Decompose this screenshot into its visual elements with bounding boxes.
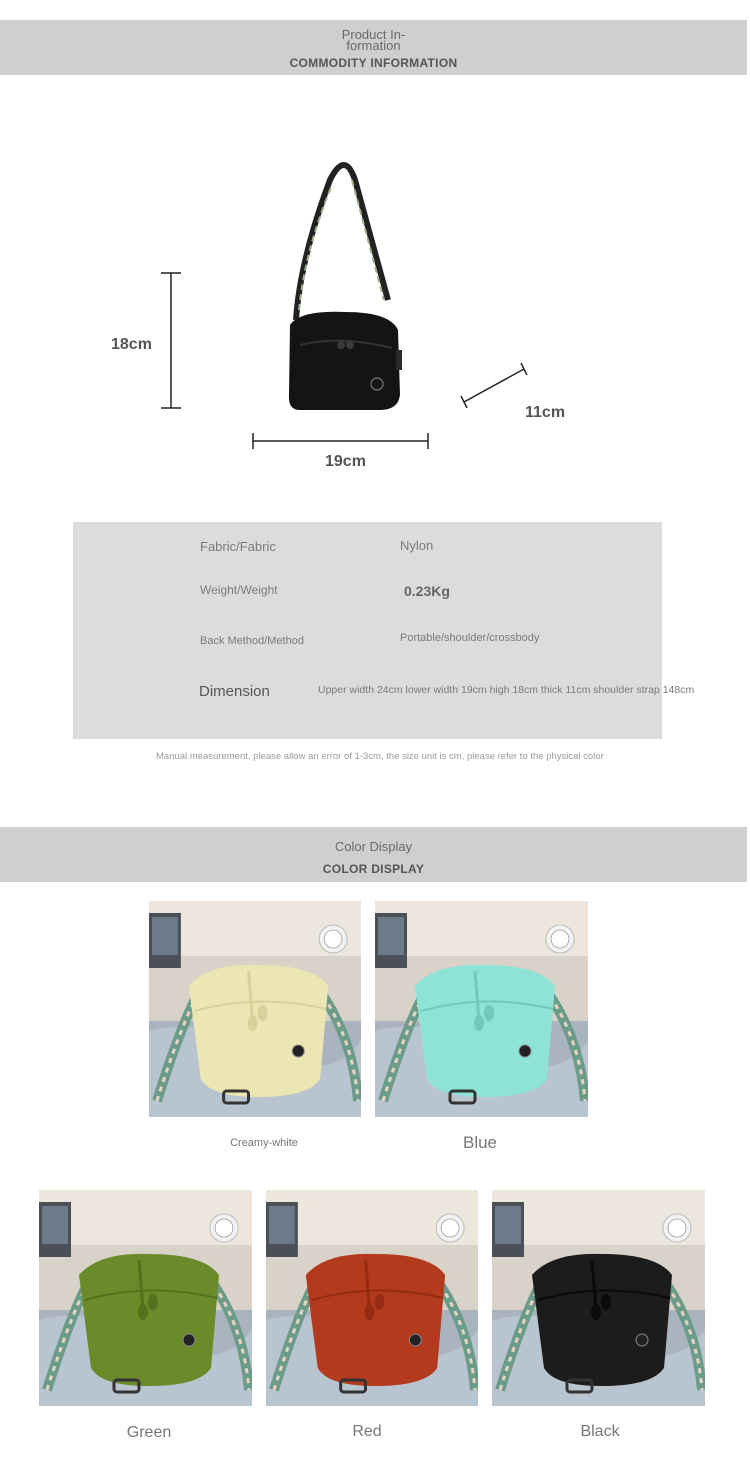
color-photo-blue (375, 901, 588, 1117)
color-photo-black (492, 1190, 705, 1406)
spec-label-method: Back Method/Method (200, 635, 304, 647)
spec-label-dimension: Dimension (199, 683, 270, 700)
color-photo-green (39, 1190, 252, 1406)
color-photo-creamy-white (149, 901, 361, 1117)
measurement-note: Manual measurement, please allow an error of 1-3cm, the size unit is cm, please refer to the physical color (156, 751, 604, 762)
color-caption-red: Red (352, 1423, 382, 1440)
spec-table (73, 522, 662, 739)
spec-value-weight: 0.23Kg (404, 583, 450, 599)
color-photo-red (266, 1190, 478, 1406)
color-caption-blue: Blue (462, 1133, 498, 1152)
bag-strap (296, 165, 388, 320)
spec-value-method: Portable/shoulder/crossbody (400, 632, 540, 644)
spec-value-fabric: Nylon (400, 538, 434, 553)
height-label: 18cm (111, 336, 152, 353)
color-caption-creamy-white: Creamy-white (230, 1137, 298, 1149)
section-title-cn: Product In- formation (341, 27, 406, 53)
header-band-commodity (0, 20, 747, 75)
width-label: 19cm (325, 453, 366, 470)
section-title-en: COLOR DISPLAY (322, 862, 425, 876)
bag-body (289, 312, 400, 410)
spec-label-fabric: Fabric/Fabric (200, 539, 276, 554)
color-caption-green: Green (126, 1424, 172, 1441)
section-title-cn: Color Display (334, 839, 413, 854)
depth-label: 11cm (525, 404, 566, 421)
spec-value-dimension: Upper width 24cm lower width 19cm high 18cm thick 11cm shoulder strap 148cm (318, 684, 695, 696)
color-caption-black: Black (580, 1423, 620, 1440)
spec-label-weight: Weight/Weight (200, 583, 278, 597)
section-title-en: COMMODITY INFORMATION (289, 56, 458, 70)
product-dimension-illustration (0, 140, 750, 470)
header-band-color (0, 827, 747, 882)
